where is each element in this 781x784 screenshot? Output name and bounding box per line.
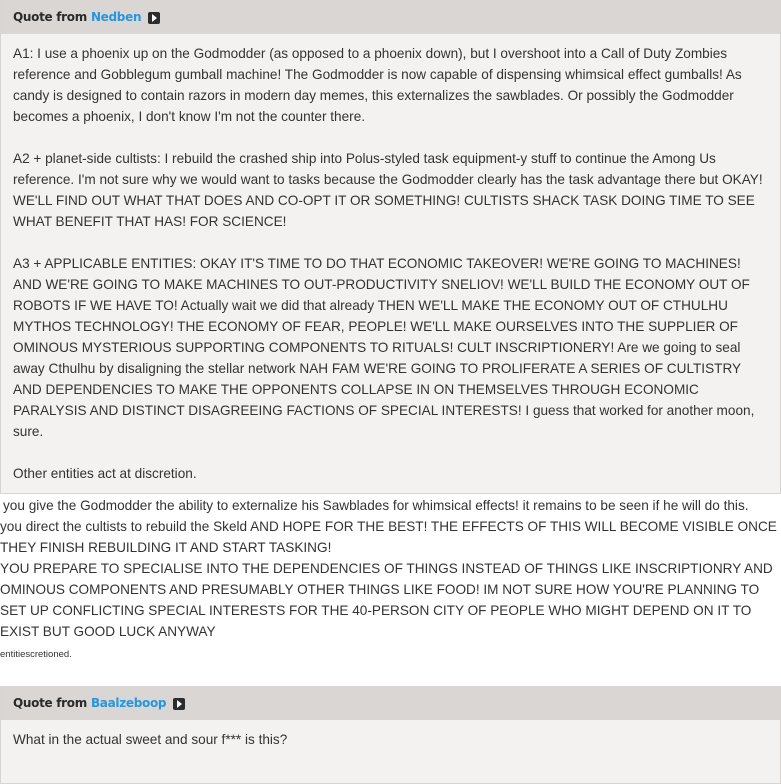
quote-prefix: Quote from bbox=[13, 695, 87, 710]
quote-body bbox=[1, 720, 780, 783]
quote-prefix: Quote from bbox=[13, 9, 87, 24]
quote-paragraph: A3 + APPLICABLE ENTITIES: OKAY IT'S TIME TO DO THAT ECONOMIC TAKEOVER! WE'RE GOING TO MACHINES! AND WE'RE GOING TO MAKE MACHINES TO OUT-PRODUCTIVITY SNELIOV! WE'LL BUILD THE ECONOMY OUT OF ROBOTS IF WE HAVE TO! Actually wait we did that already THEN WE'LL MAKE THE ECONOMY OUT OF CTHULHU MYTHOS TECHNOLOGY! THE ECONOMY OF FEAR, PEOPLE! WE'LL MAKE OURSELVES INTO THE SUPPLIER OF OMINOUS MYSTERIOUS SUPPORTING COMPONENTS TO RITUALS! CULT INSCRIPTIONERY! Are we going to seal away Cthulhu by disaligning the stellar network NAH FAM WE'RE GOING TO PROLIFERATE A SERIES OF CULTISTRY AND DEPENDENCIES TO MAKE THE OPPONENTS COLLAPSE IN ON THEMSELVES THROUGH ECONOMIC PARALYSIS AND DISTINCT DISAGREEING FACTIONS OF SPECIAL INTERESTS! I guess that worked for another moon, sure. bbox=[13, 256, 755, 439]
quote-header bbox=[1, 686, 780, 720]
quote-author-link[interactable]: Nedben bbox=[90, 9, 142, 24]
quote-header bbox=[1, 0, 780, 34]
quote-author-link[interactable]: Baalzeboop bbox=[90, 695, 167, 710]
quote-paragraph: What in the actual sweet and sour f*** is this? bbox=[13, 732, 288, 747]
quote-body bbox=[1, 34, 780, 493]
post-line: YOU PREPARE TO SPECIALISE INTO THE DEPENDENCIES OF THINGS INSTEAD OF THINGS LIKE INSCRIPTIONRY AND OMINOUS COMPONENTS AND PRESUMABLY OTHER THINGS LIKE FOOD! IM NOT SURE HOW YOU'RE PLANNING TO SET UP CONFLICTING SPECIAL INTERESTS FOR THE 40-PERSON CITY OF PEOPLE WHO MIGHT DEPEND ON IT TO EXIST BUT GOOD LUCK ANYWAY bbox=[0, 561, 773, 639]
post-body bbox=[0, 494, 781, 661]
quote-paragraph: Other entities act at discretion. bbox=[13, 466, 197, 481]
quote-paragraph: A1: I use a phoenix up on the Godmodder (as opposed to a phoenix down), but I overshoot into a Call of Duty Zombies reference and Gobblegum gumball machine! The Godmodder is now capable of dispensing whimsical effect gumballs! As candy is designed to contain razors in modern day memes, this externalizes the sawblades. Or possibly the Godmodder becomes a phoenix, I don't know I'm not the counter there. bbox=[13, 46, 742, 124]
post-line: you direct the cultists to rebuild the Skeld AND HOPE FOR THE BEST! THE EFFECTS OF THIS WILL BECOME VISIBLE ONCE THEY FINISH REBUILDING IT AND START TASKING! bbox=[0, 519, 777, 555]
play-arrow-icon[interactable] bbox=[148, 12, 160, 24]
post-line: you give the Godmodder the ability to externalize his Sawblades for whimsical effects! it remains to be seen if he will do this. bbox=[3, 498, 749, 513]
small-note: entitiescretioned. bbox=[0, 649, 72, 660]
quote-block-baalzeboop bbox=[0, 686, 781, 784]
play-arrow-icon[interactable] bbox=[173, 698, 185, 710]
quote-paragraph: A2 + planet-side cultists: I rebuild the crashed ship into Polus-styled task equipment-y stuff to continue the Among Us reference. I'm not sure why we would want to tasks because the Godmodder clearly has the task advantage there but OKAY! WE'LL FIND OUT WHAT THAT DOES AND CO-OPT IT OR SOMETHING! CULTISTS SHACK TASK DOING TIME TO SEE WHAT BENEFIT THAT HAS! FOR SCIENCE! bbox=[13, 151, 763, 229]
